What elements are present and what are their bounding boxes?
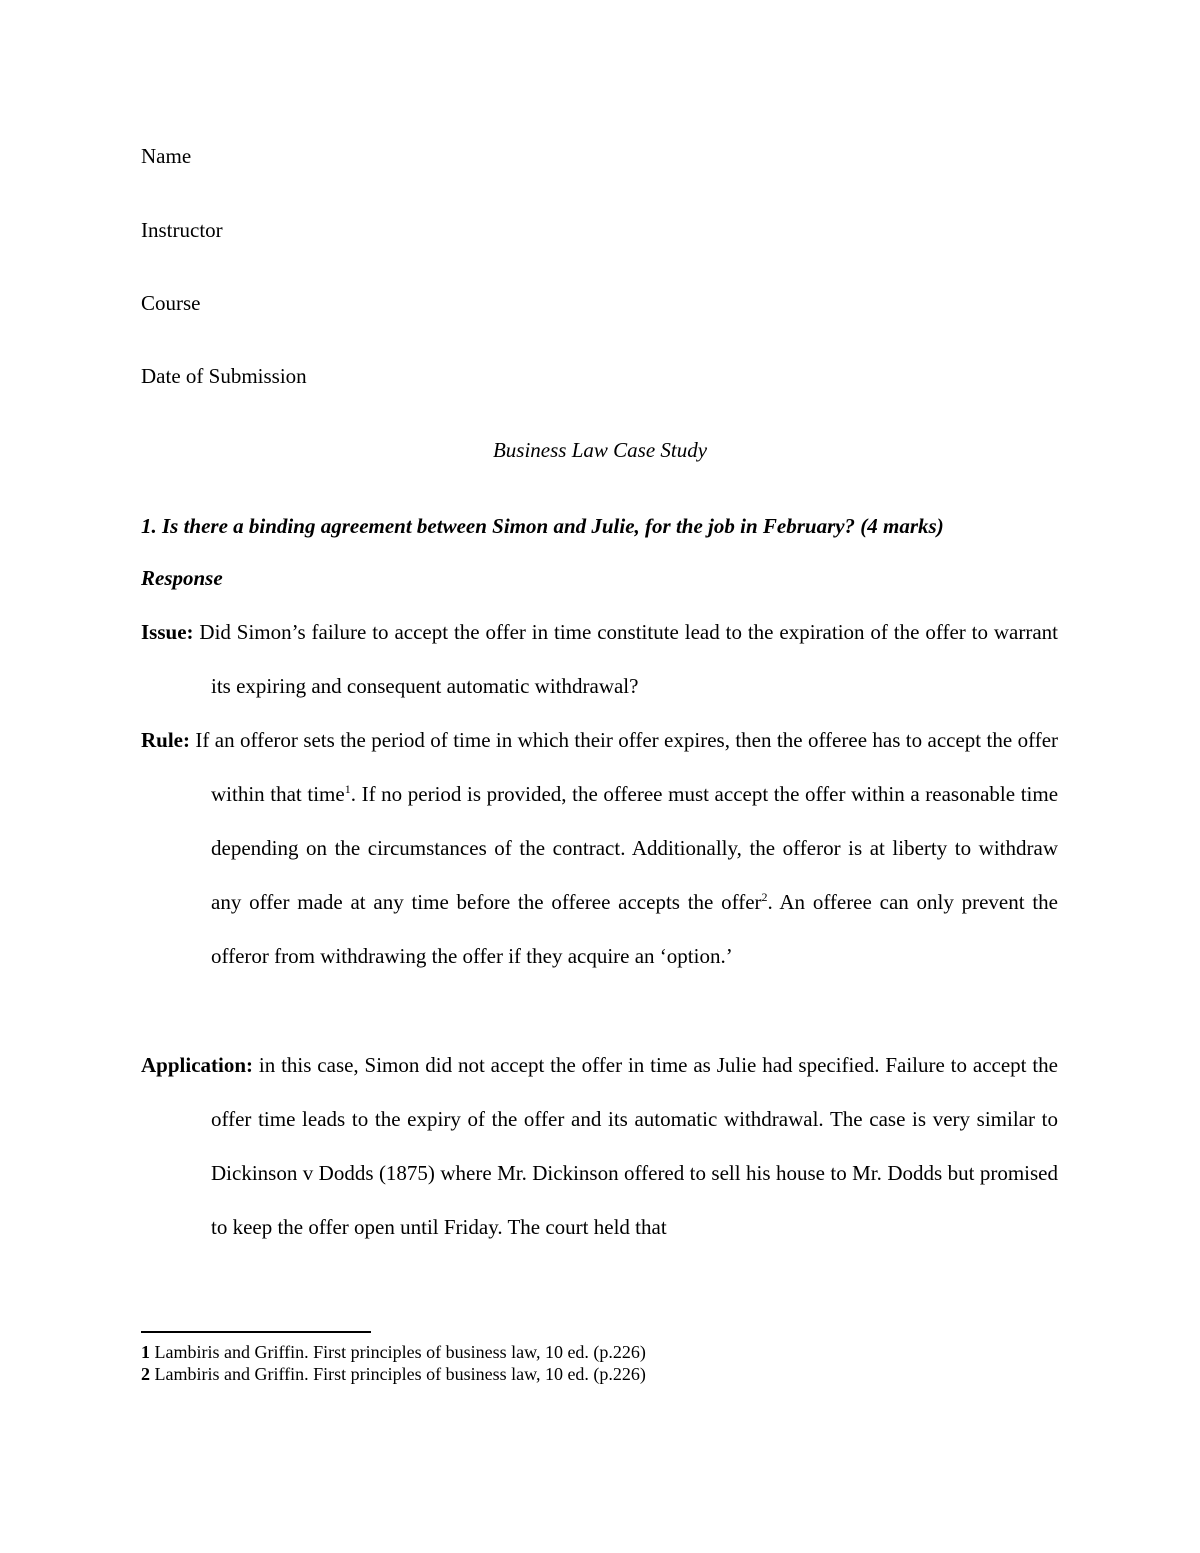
footnote-2 <box>141 1363 646 1385</box>
rule-text-3: . An offeree can only prevent the offeror from withdrawing the offer if they acquire an ‘option.’ <box>211 890 1058 968</box>
rule-text-1: If an offeror sets the period of time in which their offer expires, then the offeree has to accept the offer within that time <box>195 728 1059 806</box>
response-heading: Response <box>141 566 223 590</box>
footnote-1-number: 1 <box>141 1342 150 1362</box>
application-label: Application: <box>141 1053 254 1077</box>
application-paragraph <box>141 1038 1058 1254</box>
header-instructor: Instructor <box>141 218 223 242</box>
issue-label: Issue: <box>141 620 194 644</box>
footnote-1 <box>141 1341 646 1363</box>
header-name: Name <box>141 144 192 168</box>
rule-label: Rule: <box>141 728 190 752</box>
rule-paragraph <box>141 713 1058 983</box>
footnote-2-number: 2 <box>141 1364 150 1384</box>
question-heading: 1. Is there a binding agreement between Simon and Julie, for the job in February? (4 marks) <box>141 514 944 538</box>
footnote-1-text: Lambiris and Griffin. First principles of business law, 10 ed. (p.226) <box>154 1342 646 1362</box>
footnote-2-text: Lambiris and Griffin. First principles of business law, 10 ed. (p.226) <box>154 1364 646 1384</box>
footnote-separator <box>141 1331 371 1333</box>
footnote-ref-1: 1 <box>344 782 351 796</box>
issue-paragraph <box>141 605 1058 713</box>
application-text: in this case, Simon did not accept the offer in time as Julie had specified. Failure to accept the offer time leads to the expiry of the offer and its automatic withdrawal. The case is very similar to Dickinson v Dodds (1875) where Mr. Dickinson offered to sell his house to Mr. Dodds but promised to keep the offer open until Friday. The court held that <box>211 1053 1059 1239</box>
header-date: Date of Submission <box>141 364 307 388</box>
footnote-ref-2: 2 <box>761 890 768 904</box>
document-title: Business Law Case Study <box>492 438 708 462</box>
rule-text-2: . If no period is provided, the offeree must accept the offer within a reasonable time depending on the circumstances of the contract. Additionally, the offeror is at liberty to withdraw any offer made at any time before the offeree accepts the offer <box>211 782 1059 914</box>
issue-text: Did Simon’s failure to accept the offer in time constitute lead to the expiration of the offer to warrant its expiring and consequent automatic withdrawal? <box>199 620 1058 698</box>
header-course: Course <box>141 291 201 315</box>
